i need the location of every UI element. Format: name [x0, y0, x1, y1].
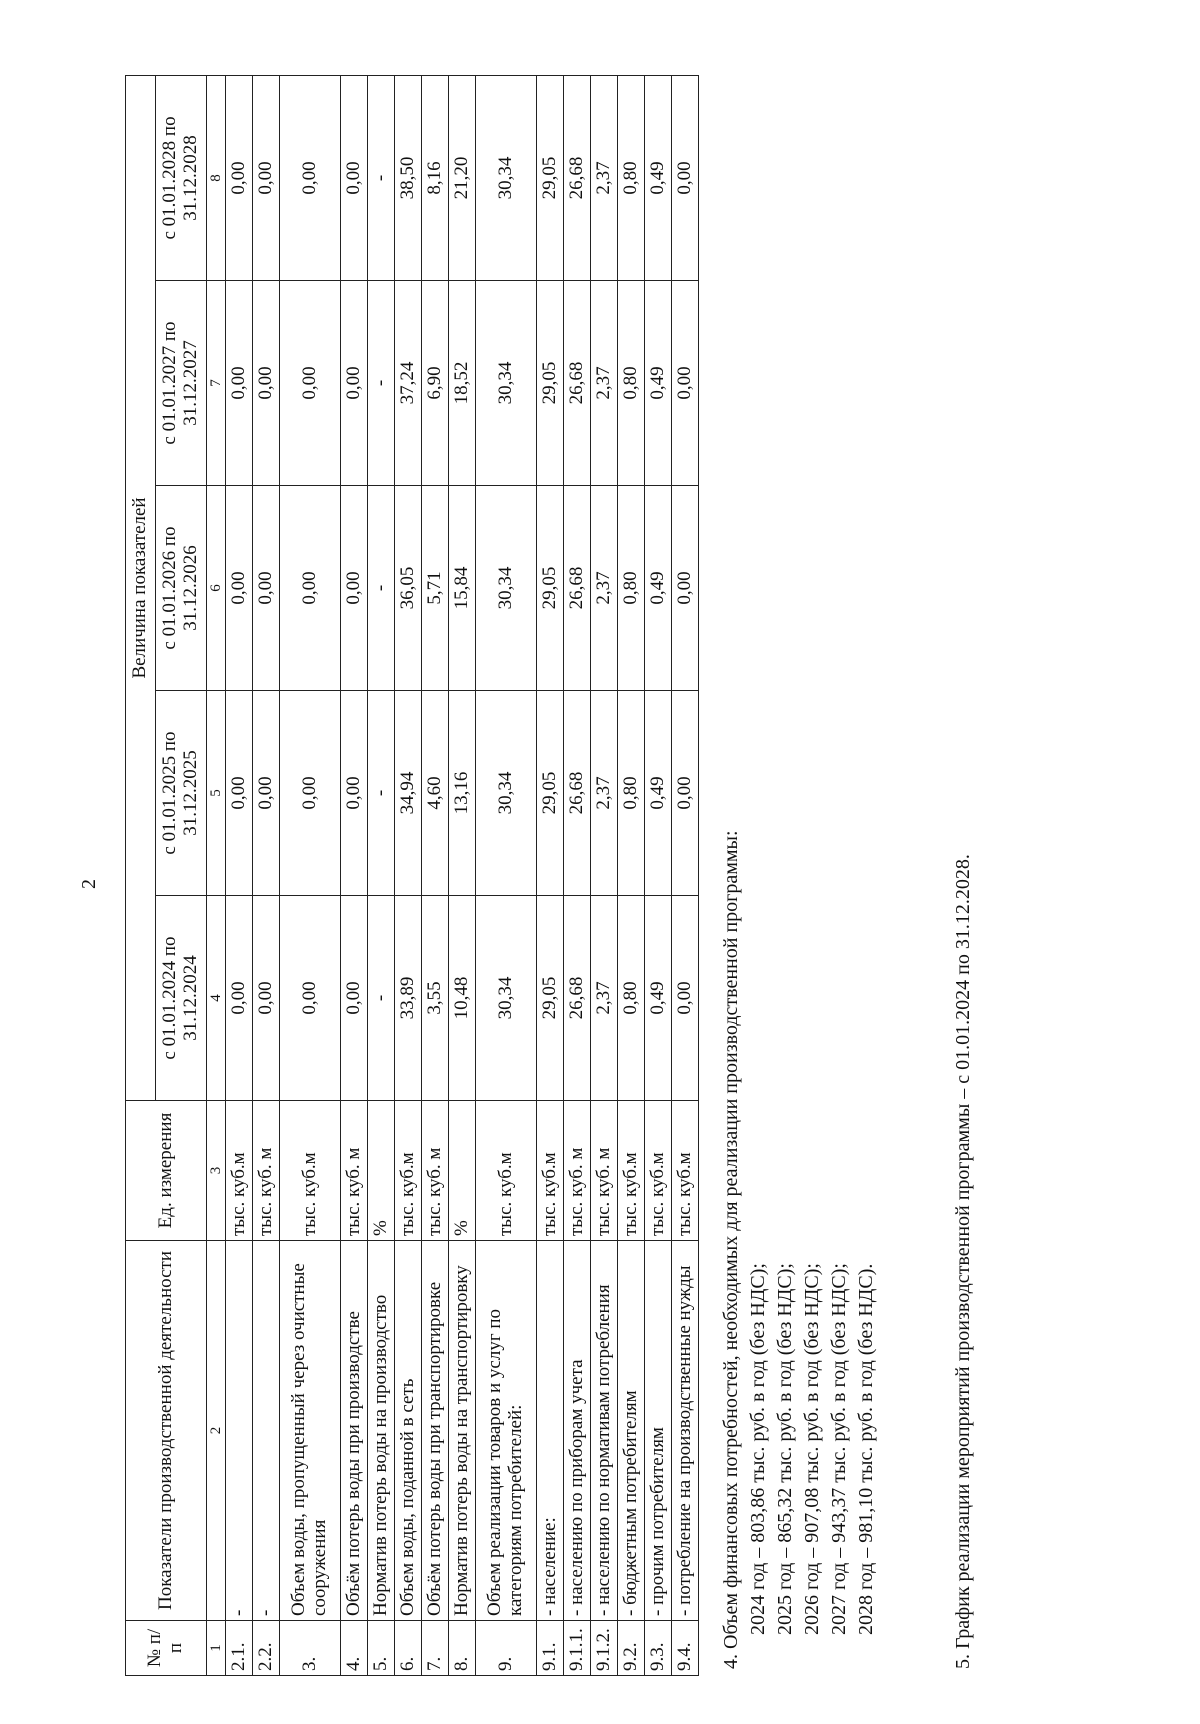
row-unit: тыс. куб.м	[395, 1101, 422, 1241]
header-values-group: Величина показателей	[126, 75, 156, 1100]
row-value: 29,05	[537, 896, 564, 1101]
page-number: 2	[78, 879, 100, 889]
row-value: 26,68	[564, 75, 591, 280]
row-indicator: - бюджетным потребителям	[618, 1241, 645, 1621]
row-unit: тыс. куб. м	[422, 1101, 449, 1241]
row-value: 34,94	[395, 691, 422, 896]
table-row	[537, 75, 564, 1675]
index-cell: 7	[207, 281, 226, 486]
row-value: 2,37	[591, 486, 618, 691]
row-value: 0,49	[645, 486, 672, 691]
row-value: 0,00	[226, 486, 253, 691]
row-value: 29,05	[537, 75, 564, 280]
row-value: -	[368, 691, 395, 896]
row-indicator: - население:	[537, 1241, 564, 1621]
row-indicator: Норматив потерь воды на транспортировку	[449, 1241, 476, 1621]
row-value: 0,00	[280, 691, 341, 896]
row-value: 30,34	[476, 691, 537, 896]
section-4	[718, 830, 880, 1669]
header-period: с 01.01.2026 по 31.12.2026	[156, 486, 207, 691]
index-cell: 2	[207, 1241, 226, 1621]
row-value: 30,34	[476, 486, 537, 691]
table-row	[280, 75, 341, 1675]
row-number: 9.1.1.	[564, 1621, 591, 1676]
row-indicator: Объём потерь воды при транспортировке	[422, 1241, 449, 1621]
row-number: 6.	[395, 1621, 422, 1676]
row-value: 18,52	[449, 281, 476, 486]
row-value: 36,05	[395, 486, 422, 691]
table-row	[422, 75, 449, 1675]
row-value: 29,05	[537, 691, 564, 896]
row-value: 0,00	[226, 75, 253, 280]
row-value: 0,00	[253, 896, 280, 1101]
financing-item: 2028 год – 981,10 тыс. руб. в год (без НДС).	[855, 1263, 877, 1635]
row-value: 0,00	[280, 281, 341, 486]
row-number: 8.	[449, 1621, 476, 1676]
row-value: 0,49	[645, 896, 672, 1101]
indicators-table	[125, 75, 699, 1676]
row-value: 2,37	[591, 896, 618, 1101]
row-number: 9.	[476, 1621, 537, 1676]
row-value: 0,00	[226, 281, 253, 486]
row-number: 9.2.	[618, 1621, 645, 1676]
row-indicator: Норматив потерь воды на производство	[368, 1241, 395, 1621]
row-value: 0,00	[226, 896, 253, 1101]
row-indicator: -	[253, 1241, 280, 1621]
row-number: 9.1.2.	[591, 1621, 618, 1676]
row-number: 2.2.	[253, 1621, 280, 1676]
row-value: 0,00	[280, 896, 341, 1101]
index-cell: 3	[207, 1101, 226, 1241]
row-value: 26,68	[564, 896, 591, 1101]
row-value: 0,49	[645, 281, 672, 486]
row-number: 3.	[280, 1621, 341, 1676]
row-value: 26,68	[564, 281, 591, 486]
row-value: 30,34	[476, 896, 537, 1101]
row-value: 0,80	[618, 75, 645, 280]
header-period: с 01.01.2024 по 31.12.2024	[156, 896, 207, 1101]
row-value: 26,68	[564, 486, 591, 691]
row-value: 3,55	[422, 896, 449, 1101]
financing-item: 2025 год – 865,32 тыс. руб. в год (без НДС);	[774, 1263, 796, 1635]
table-row	[395, 75, 422, 1675]
row-value: -	[368, 281, 395, 486]
section-5-title: 5. График реализации мероприятий производственной программы – с 01.01.2024 по 31.12.2028.	[952, 854, 974, 1669]
row-number: 9.1.	[537, 1621, 564, 1676]
row-unit: тыс. куб.м	[280, 1101, 341, 1241]
row-value: 5,71	[422, 486, 449, 691]
row-value: 38,50	[395, 75, 422, 280]
header-period: с 01.01.2025 по 31.12.2025	[156, 691, 207, 896]
row-unit: тыс. куб.м	[672, 1101, 699, 1241]
table-row	[672, 75, 699, 1675]
row-value: 21,20	[449, 75, 476, 280]
row-value: 0,00	[341, 75, 368, 280]
row-number: 2.1.	[226, 1621, 253, 1676]
row-value: 0,49	[645, 691, 672, 896]
row-value: 15,84	[449, 486, 476, 691]
index-cell: 8	[207, 75, 226, 280]
row-indicator: - потребление на производственные нужды	[672, 1241, 699, 1621]
row-value: 0,00	[341, 281, 368, 486]
table-row	[564, 75, 591, 1675]
row-value: 0,00	[280, 75, 341, 280]
row-value: 0,49	[645, 75, 672, 280]
row-value: 29,05	[537, 281, 564, 486]
row-value: 0,00	[672, 486, 699, 691]
table-row	[449, 75, 476, 1675]
row-indicator: Объем воды, поданной в сеть	[395, 1241, 422, 1621]
table-body	[226, 75, 699, 1675]
row-unit: тыс. куб.м	[537, 1101, 564, 1241]
row-value: 0,00	[341, 486, 368, 691]
row-indicator: -	[226, 1241, 253, 1621]
financing-item: 2024 год – 803,86 тыс. руб. в год (без НДС);	[747, 1263, 769, 1635]
table-row	[645, 75, 672, 1675]
row-indicator: Объем воды, пропущенный через очистные сооружения	[280, 1241, 341, 1621]
row-value: 6,90	[422, 281, 449, 486]
row-unit: тыс. куб. м	[591, 1101, 618, 1241]
row-number: 5.	[368, 1621, 395, 1676]
table-row	[253, 75, 280, 1675]
row-value: 33,89	[395, 896, 422, 1101]
row-value: 8,16	[422, 75, 449, 280]
row-value: 0,80	[618, 281, 645, 486]
table-row	[368, 75, 395, 1675]
row-value: 0,00	[253, 281, 280, 486]
header-indicator: Показатели производственной деятельности	[126, 1241, 207, 1621]
row-value: 29,05	[537, 486, 564, 691]
row-number: 4.	[341, 1621, 368, 1676]
row-value: 0,00	[253, 691, 280, 896]
row-value: 0,00	[226, 691, 253, 896]
row-unit: тыс. куб. м	[564, 1101, 591, 1241]
row-value: -	[368, 896, 395, 1101]
row-value: 0,00	[253, 75, 280, 280]
index-cell: 6	[207, 486, 226, 691]
row-value: 10,48	[449, 896, 476, 1101]
header-num: № п/п	[126, 1621, 207, 1676]
table-row	[476, 75, 537, 1675]
row-indicator: - населению по нормативам потребления	[591, 1241, 618, 1621]
header-period: с 01.01.2027 по 31.12.2027	[156, 281, 207, 486]
row-value: 2,37	[591, 281, 618, 486]
index-cell: 4	[207, 896, 226, 1101]
row-value: 4,60	[422, 691, 449, 896]
row-indicator: Объем реализации товаров и услуг по категориям потребителей:	[476, 1241, 537, 1621]
table-row	[341, 75, 368, 1675]
row-value: 30,34	[476, 281, 537, 486]
row-value: 0,00	[672, 896, 699, 1101]
row-value: 0,00	[253, 486, 280, 691]
row-number: 9.4.	[672, 1621, 699, 1676]
row-value: 0,00	[280, 486, 341, 691]
row-unit: %	[368, 1101, 395, 1241]
row-value: 0,00	[672, 75, 699, 280]
row-unit: тыс. куб. м	[253, 1101, 280, 1241]
row-value: 0,80	[618, 486, 645, 691]
row-value: 0,00	[341, 691, 368, 896]
row-value: 37,24	[395, 281, 422, 486]
row-value: 2,37	[591, 75, 618, 280]
row-value: 0,80	[618, 896, 645, 1101]
index-cell: 1	[207, 1621, 226, 1676]
row-indicator: - населению по приборам учета	[564, 1241, 591, 1621]
row-value: 0,00	[672, 691, 699, 896]
row-unit: тыс. куб.м	[226, 1101, 253, 1241]
table-row	[591, 75, 618, 1675]
financing-item: 2026 год – 907,08 тыс. руб. в год (без НДС);	[801, 1263, 823, 1635]
row-value: 0,80	[618, 691, 645, 896]
row-value: 30,34	[476, 75, 537, 280]
table-row	[618, 75, 645, 1675]
row-unit: тыс. куб.м	[645, 1101, 672, 1241]
financing-item: 2027 год – 943,37 тыс. руб. в год (без НДС);	[828, 1263, 850, 1635]
row-value: 2,37	[591, 691, 618, 896]
row-indicator: - прочим потребителям	[645, 1241, 672, 1621]
row-value: 0,00	[341, 896, 368, 1101]
header-unit: Ед. измерения	[126, 1101, 207, 1241]
row-number: 7.	[422, 1621, 449, 1676]
row-value: 13,16	[449, 691, 476, 896]
row-value: 0,00	[672, 281, 699, 486]
table-row	[226, 75, 253, 1675]
row-unit: тыс. куб.м	[476, 1101, 537, 1241]
header-period: с 01.01.2028 по 31.12.2028	[156, 75, 207, 280]
index-cell: 5	[207, 691, 226, 896]
row-indicator: Объём потерь воды при производстве	[341, 1241, 368, 1621]
row-unit: %	[449, 1101, 476, 1241]
row-value: -	[368, 75, 395, 280]
row-value: -	[368, 486, 395, 691]
section-4-title: 4. Объем финансовых потребностей, необходимых для реализации производственной программы:	[720, 830, 742, 1669]
row-unit: тыс. куб.м	[618, 1101, 645, 1241]
row-unit: тыс. куб. м	[341, 1101, 368, 1241]
row-value: 26,68	[564, 691, 591, 896]
row-number: 9.3.	[645, 1621, 672, 1676]
